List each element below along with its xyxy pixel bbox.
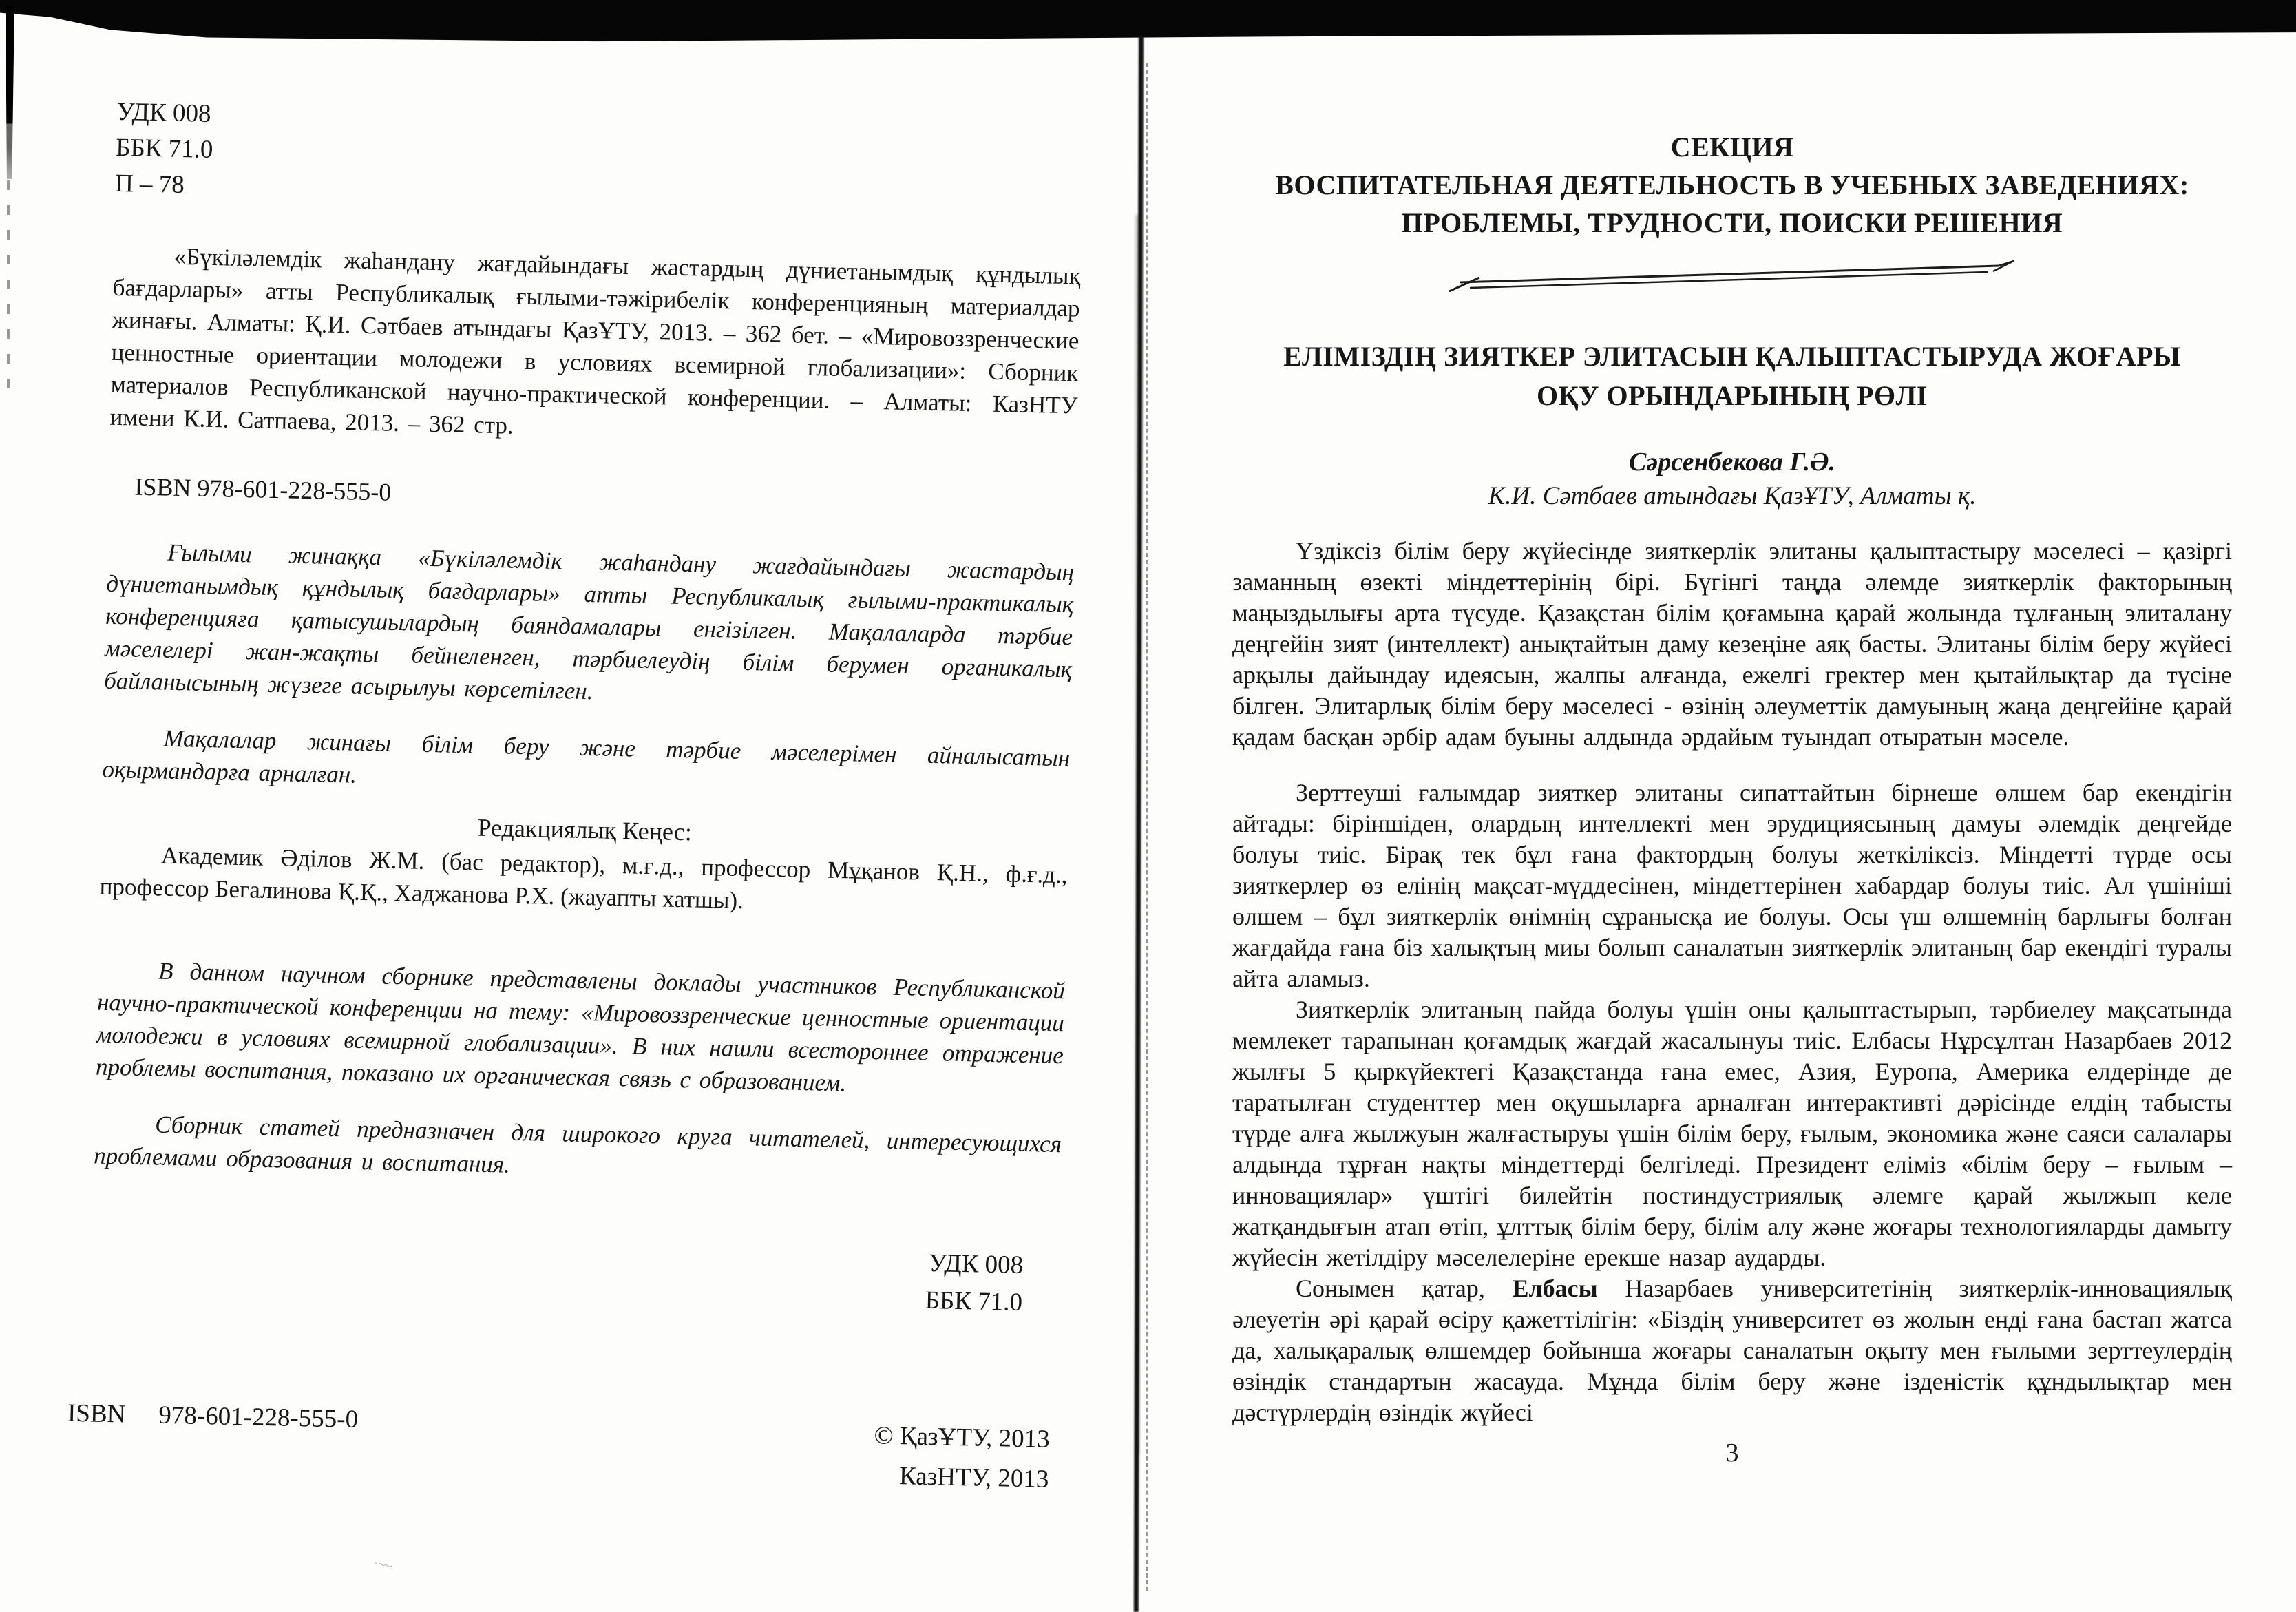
udc-bbk-codes-top: УДК 008 ББК 71.0 П – 78 [114, 97, 213, 200]
annotation-russian-1: В данном научном сборнике представлены доклады участников Республиканской научно-практической конференции на тему: «Мировоззренческие ценностные ориентации молодежи в условиях всемирной глобализации». В них нашли всестороннее отражение проблемы воспитания, показано их органическая связь с образованием. [95, 957, 1066, 1097]
section-heading-line-2: ВОСПИТАТЕЛЬНАЯ ДЕЯТЕЛЬНОСТЬ В УЧЕБНЫХ ЗАВЕДЕНИЯХ: [1275, 169, 2189, 200]
scan-smudge: ﹏ [373, 1547, 396, 1571]
article-paragraph-4 [1232, 1273, 2232, 1428]
paragraph-4-rest: Назарбаев университетінің зияткерлік-инновациялық әлеуетін әрі қарай өсіру қажеттілігін: «Біздің университет өз жолын енді ғана бастап жатса да, халықаралық өлшемдер бойынша жоғары саналатын оқыту мен ғылыми зерттеулердің өзіндік стандартын жасауда. Мұнда білім беру және ізденістік құндылықтар мен дәстүрлердің өзіндік жүйесі [1232, 1275, 2232, 1426]
gutter-dark-line [1134, 36, 1144, 1612]
right-page-article [1232, 128, 2232, 1468]
gutter-dashed-line [1146, 63, 1148, 1591]
page-number: 3 [1725, 1438, 1739, 1467]
udc-bbk-codes-bottom: УДК 008 ББК 71.0 [925, 1249, 1024, 1317]
bibliographic-description: «Бүкіләлемдік жаһандану жағдайындағы жастардың дүниетанымдық құндылық бағдарлары» атты Республикалық ғылыми-тәжірибелік конференцияның материалдар жинағы. Алматы: Қ.И. Сәтбаев атындағы ҚазҰТУ, 2013. – 362 бет. – «Мировоззренческие ценностные ориентации молодежи в условиях всемирной глобализации»: Сборник материалов Республиканской научно-практической конференции. – Алматы: КазНТУ имени К.И. Сатпаева, 2013. – 362 стр. [109, 242, 1081, 439]
annotation-kazakh-1: Ғылыми жинаққа «Бүкіләлемдік жаһандану жағдайындағы жастардың дүниетанымдық құндылық бағдарлары» атты Республикалық ғылыми-практикалық конференцияға қатысушылардың баяндамалары енгізілген. Мақалаларда тәрбие мәселелері жан-жақты бейнеленген, тәрбиелеудің білім берумен органикалық байланысының жүзеге асырылуы көрсетілген. [103, 538, 1075, 705]
section-divider-ornament [1446, 260, 2018, 293]
isbn-label: ISBN [67, 1399, 126, 1429]
left-page-imprint [67, 97, 1081, 1494]
left-page-content [67, 94, 1084, 1500]
author-affiliation: К.И. Сәтбаев атындағы ҚазҰТУ, Алматы қ. [1488, 482, 1977, 510]
annotation-russian-2: Сборник статей предназначен для широкого круга читателей, интересующихся проблемами образования и воспитания. [93, 1111, 1062, 1178]
editorial-board-heading: Редакциялық Кеңес: [477, 813, 693, 846]
scan-left-edge-dashes [7, 180, 10, 401]
article-author: Сәрсенбекова Г.Ә. [1629, 448, 1835, 477]
isbn-value: 978-601-228-555-0 [158, 1401, 359, 1434]
isbn-number-bottom [67, 1399, 359, 1434]
article-paragraph-1: Үздіксіз білім беру жүйесінде зияткерлік элитаны қалыптастыру мәселесі – қазіргі заманның өзекті міндеттерінің бірі. Бүгінгі таңда әлемде зияткерлік факторының маңыздылығы арта түсуде. Қазақстан білім қоғамына қарай жолында тұлғаның элиталану деңгейін зият (интеллект) анықтайтын даму кезеңіне аяқ басты. Элитаны білім беру жүйесі арқылы дайындау идеясын, жалпы алғанда, ежелгі гректер мен қытайлықтар да түсіне білген. Элитарлық білім беру мәселесі - өзінің әлеуметтік дамуының жаңа деңгейіне қарай қадам басқан әрбір адам буыны алдында әрдайым туындап отыратын мәселе. [1232, 537, 2232, 751]
section-heading-line-1: СЕКЦИЯ [1670, 132, 1794, 163]
paragraph-4-bold-word: Елбасы [1512, 1275, 1598, 1302]
article-title-line-1: ЕЛІМІЗДІҢ ЗИЯТКЕР ЭЛИТАСЫН ҚАЛЫПТАСТЫРУДА ЖОҒАРЫ [1283, 341, 2181, 372]
isbn-number-top: ISBN 978-601-228-555-0 [134, 472, 392, 506]
article-title-line-2: ОҚУ ОРЫНДАРЫНЫҢ РӨЛІ [1537, 380, 1928, 411]
book-gutter-shadow [1136, 36, 1157, 1612]
article-paragraph-3: Зияткерлік элитаның пайда болуы үшін оны қалыптастырып, тәрбиелеу мақсатында мемлекет тарапынан қоғамдық жағдай жасалынуы тиіс. Елбасы Нұрсұлтан Назарбаев 2012 жылғы 5 қыркүйектегі Қазақстанда ғана емес, Азия, Еуропа, Америка елдерінде де таратылған студенттер мен оқушыларға арналған интерактивті дәрісінде елдің табысты түрде алға жылжуын жалғастыруы үшін білім беру, ғылым, экономика және саяси салалары алдында тұрған нақты міндеттерді белгіледі. Президент еліміз «білім беру – ғылым – инновациялар» үштігі билейтін постиндустриялық әлемге қарай жылжып келе жатқандығын атап өтіп, ұлттық білім беру, білім алу және жоғары технологияларды дамыту жүйесін жетілдіру мәселелеріне ерекше назар аударды. [1232, 996, 2232, 1271]
imprint-bottom-row [67, 1399, 1055, 1500]
annotation-kazakh-2: Мақалалар жинағы білім беру және тәрбие мәселерімен айналысатын оқырмандарға арналған. [102, 724, 1071, 788]
editorial-board-members: Академик Әділов Ж.М. (бас редактор), м.ғ.д., профессор Мұқанов Қ.Н., ф.ғ.д., профессор Бегалинова Қ.Қ., Хаджанова Р.Х. (жауапты хатшы). [99, 841, 1068, 914]
paragraph-4-prefix: Сонымен қатар, [1296, 1275, 1513, 1302]
article-paragraph-2: Зерттеуші ғалымдар зияткер элитаны сипаттайтын бірнеше өлшем бар екендігін айтады: біріншіден, олардың интеллекті мен эрудициясының дамуы әлемдік деңгейде болуы тиіс. Бірақ тек бұл ғана фактордың болуы жеткіліксіз. Міндетті түрде осы зияткерлер өз елінің мақсат-мүддесінен, міндеттерінен хабардар болуы тиіс. Ал үшініші өлшем – бұл зияткерлік өнімнің сұранысқа ие болуы. Осы үш өлшемнің барлығы болған жағдайда ғана біз халықтың миы болып саналатын зияткерлік элитаның бар екендігі туралы айта аламыз. [1232, 779, 2232, 992]
section-heading-line-3: ПРОБЛЕМЫ, ТРУДНОСТИ, ПОИСКИ РЕШЕНИЯ [1401, 207, 2063, 238]
scan-left-edge-mark [6, 6, 14, 179]
section-heading [1232, 128, 2232, 242]
copyright-notice: © ҚазҰТУ, 2013 КазНТУ, 2013 [874, 1421, 1051, 1494]
article-title [1232, 337, 2232, 415]
